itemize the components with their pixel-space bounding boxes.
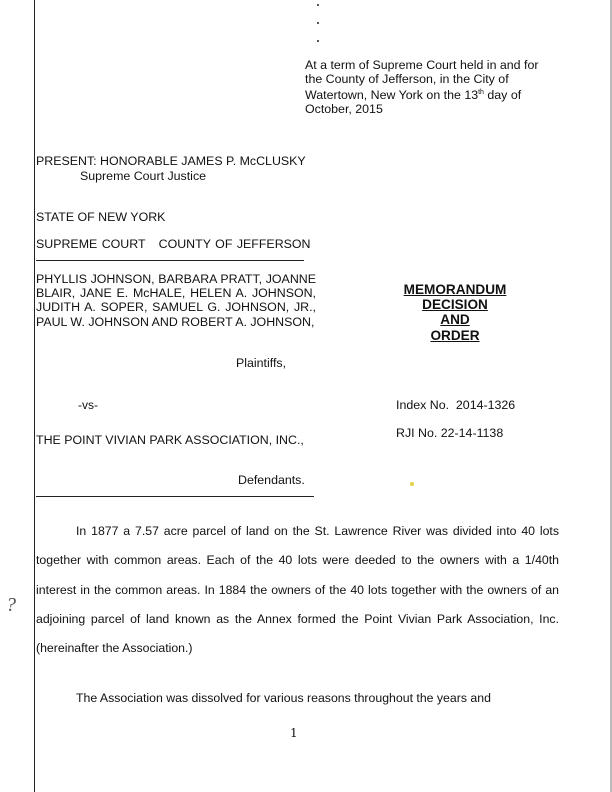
body-paragraph-1: In 1877 a 7.57 acre parcel of land on the St. Lawrence River was divided into 40 lots together with common areas. Each of the 40 lots were deeded to the owners with a 1/40th interest in the common areas. In 1884 the owners of the 40 lots together with the owners of an adjoining parcel of land known as the Annex formed the Point Vivian Park Association, Inc. (hereinafter the Association.) <box>36 524 559 656</box>
versus-label: -vs- <box>78 398 98 412</box>
plaintiffs-label: Plaintiffs, <box>236 356 287 370</box>
scan-speck <box>410 482 414 486</box>
term-line-2: the County of Jefferson, in the City of <box>305 72 509 86</box>
justice-title: Supreme Court Justice <box>80 169 207 183</box>
scan-mark <box>317 4 319 6</box>
page-number: 1 <box>290 726 298 740</box>
defendant-name: THE POINT VIVIAN PARK ASSOCIATION, INC., <box>36 433 304 447</box>
handwritten-margin-note: ? <box>6 594 16 616</box>
caption-rule <box>36 260 304 261</box>
state-heading: STATE OF NEW YORK <box>36 210 166 224</box>
caption-bottom-rule <box>36 496 314 497</box>
title-line-2: DECISION <box>422 297 488 313</box>
scan-mark <box>317 22 319 24</box>
body-paragraph-2: The Association was dissolved for various reasons throughout the years and <box>76 691 491 705</box>
term-line-4: October, 2015 <box>305 102 383 117</box>
plaintiffs-names: PHYLLIS JOHNSON, BARBARA PRATT, JOANNE BLAIR, JANE E. McHALE, HELEN A. JOHNSON, JUDITH A. SOPER, SAMUEL G. JOHNSON, JR., PAUL W. JOHNSON AND ROBERT A. JOHNSON, <box>36 272 316 329</box>
rji-number: RJI No. 22-14-1138 <box>396 426 504 440</box>
term-statement <box>305 58 560 116</box>
title-line-3: AND <box>440 312 470 328</box>
term-line-3: Watertown, New York on the 13th day of <box>305 88 522 103</box>
scan-mark <box>317 40 319 42</box>
document-title <box>390 282 520 343</box>
defendants-label: Defendants. <box>238 473 305 487</box>
present-line: PRESENT: HONORABLE JAMES P. McCLUSKY <box>36 154 306 168</box>
court-heading: SUPREME COURT COUNTY OF JEFFERSON <box>36 237 311 251</box>
left-margin-line <box>34 0 35 792</box>
term-line-1: At a term of Supreme Court held in and for <box>305 58 539 72</box>
title-line-4: ORDER <box>430 327 480 343</box>
title-line-1: MEMORANDUM <box>403 282 507 297</box>
index-number: Index No. 2014-1326 <box>396 398 516 412</box>
